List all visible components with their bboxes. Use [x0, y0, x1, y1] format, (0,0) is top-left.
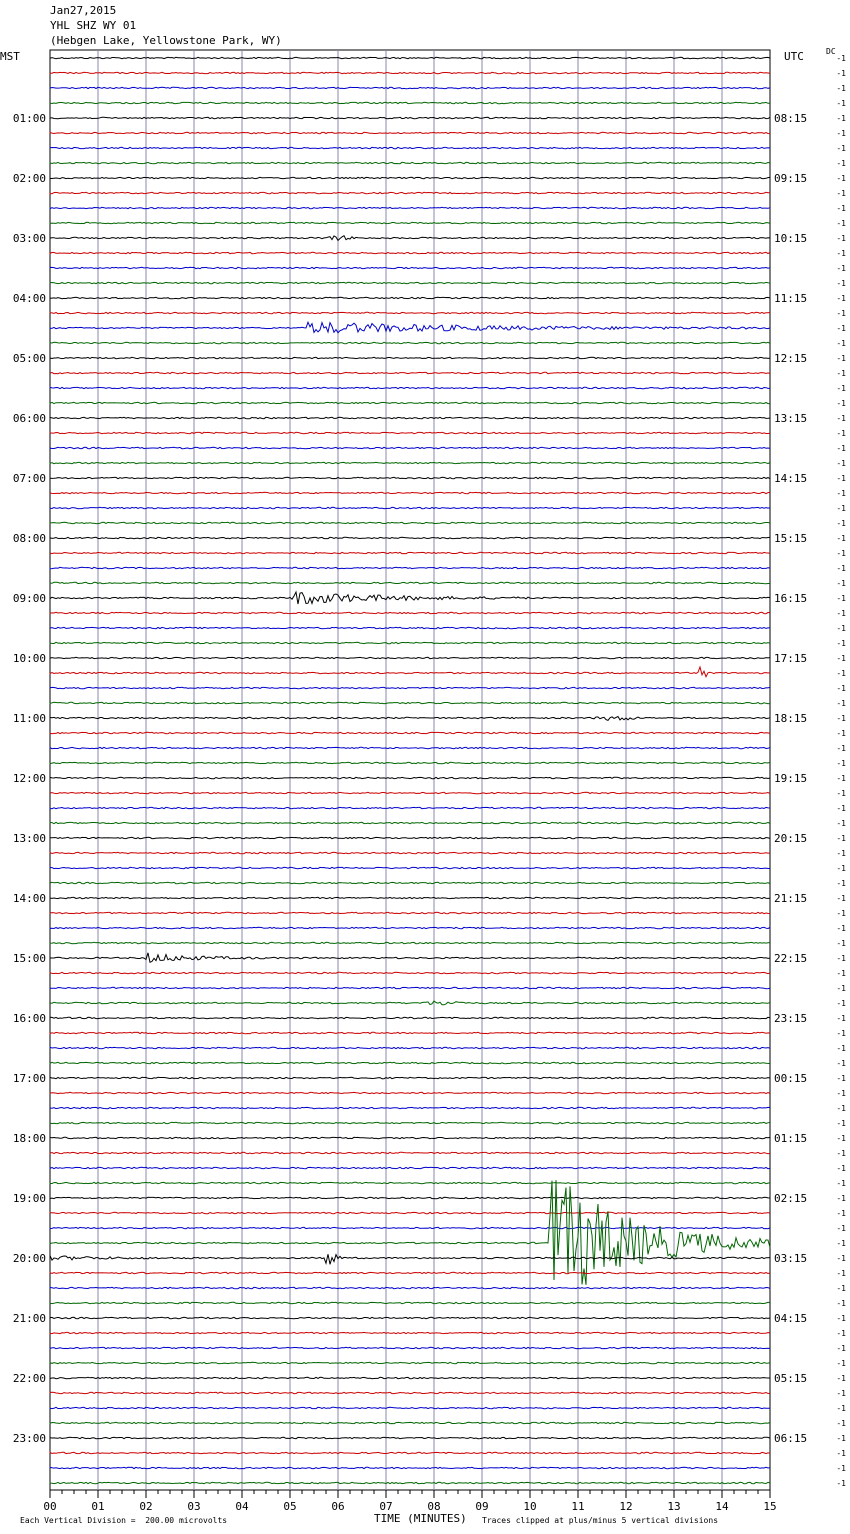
trace-value-label: -1 [836, 894, 846, 903]
right-hour-label: 21:15 [774, 892, 808, 905]
trace-value-label: -1 [836, 1179, 846, 1188]
trace-value-label: -1 [836, 819, 846, 828]
trace-row [50, 462, 770, 463]
trace-row [50, 72, 770, 73]
trace-row [50, 927, 770, 928]
trace-row [50, 417, 770, 418]
trace-value-label: -1 [836, 579, 846, 588]
x-tick-label: 07 [379, 1500, 393, 1513]
trace-row [50, 792, 770, 793]
trace-value-label: -1 [836, 534, 846, 543]
trace-row [50, 1197, 770, 1198]
trace-value-label: -1 [836, 1389, 846, 1398]
trace-value-label: -1 [836, 864, 846, 873]
trace-value-label: -1 [836, 1044, 846, 1053]
x-tick-label: 00 [43, 1500, 57, 1513]
trace-value-label: -1 [836, 1419, 846, 1428]
right-hour-label: 02:15 [774, 1192, 808, 1205]
x-axis-title: TIME (MINUTES) [374, 1512, 467, 1525]
trace-row [50, 1077, 770, 1078]
left-hour-label: 21:00 [12, 1312, 46, 1325]
x-tick-label: 04 [235, 1500, 249, 1513]
trace-row [50, 1482, 770, 1483]
left-hour-label: 16:00 [12, 1012, 46, 1025]
trace-row [50, 642, 770, 643]
trace-value-label: -1 [836, 729, 846, 738]
trace-row [50, 1137, 770, 1138]
trace-row [50, 1407, 770, 1408]
trace-row [50, 537, 770, 538]
trace-value-label: -1 [836, 219, 846, 228]
right-timezone-label: UTC [784, 50, 804, 63]
trace-row [50, 1017, 770, 1018]
trace-row [50, 492, 770, 493]
right-hour-label: 19:15 [774, 772, 808, 785]
trace-row [50, 222, 770, 223]
trace-value-label: -1 [836, 519, 846, 528]
right-hour-label: 09:15 [774, 172, 808, 185]
right-hour-label: 04:15 [774, 1312, 808, 1325]
trace-row [50, 1467, 770, 1468]
trace-row [50, 1212, 770, 1213]
trace-row [50, 667, 770, 677]
recording-date: Jan27,2015 [50, 4, 117, 17]
trace-row [50, 147, 770, 148]
trace-row [50, 897, 770, 898]
right-hour-label: 10:15 [774, 232, 808, 245]
right-hour-label: 06:15 [774, 1432, 808, 1445]
trace-row [50, 747, 770, 748]
trace-row [50, 762, 770, 763]
trace-value-label: -1 [836, 399, 846, 408]
trace-value-label: -1 [836, 624, 846, 633]
trace-row [50, 177, 770, 178]
trace-row [50, 582, 770, 583]
trace-row [50, 357, 770, 358]
trace-row [50, 567, 770, 568]
scale-note: Each Vertical Division = 200.00 microvolts [20, 1516, 228, 1525]
right-hour-label: 17:15 [774, 652, 808, 665]
trace-row [50, 267, 770, 268]
trace-value-label: -1 [836, 144, 846, 153]
trace-row [50, 342, 770, 343]
trace-value-label: -1 [836, 324, 846, 333]
trace-row [50, 477, 770, 478]
trace-row [50, 1254, 770, 1264]
trace-row [50, 657, 770, 658]
trace-row [50, 57, 770, 58]
trace-value-label: -1 [836, 234, 846, 243]
right-hour-label: 05:15 [774, 1372, 808, 1385]
trace-value-label: -1 [836, 1089, 846, 1098]
trace-value-label: -1 [836, 1314, 846, 1323]
trace-value-label: -1 [836, 1104, 846, 1113]
trace-row [50, 117, 770, 118]
right-hour-label: 08:15 [774, 112, 808, 125]
trace-row [50, 312, 770, 313]
trace-value-label: -1 [836, 1269, 846, 1278]
trace-value-label: -1 [836, 804, 846, 813]
trace-value-label: -1 [836, 384, 846, 393]
trace-row [50, 1182, 770, 1183]
trace-value-label: -1 [836, 1329, 846, 1338]
trace-row [50, 882, 770, 883]
trace-row [50, 1452, 770, 1453]
trace-value-label: -1 [836, 459, 846, 468]
trace-value-label: -1 [836, 609, 846, 618]
trace-value-label: -1 [836, 939, 846, 948]
trace-row [50, 1167, 770, 1168]
trace-value-label: -1 [836, 564, 846, 573]
dc-label: DC [826, 47, 836, 56]
x-tick-label: 09 [475, 1500, 489, 1513]
left-hour-label: 23:00 [12, 1432, 46, 1445]
trace-value-label: -1 [836, 429, 846, 438]
trace-row [50, 972, 770, 973]
trace-row [50, 837, 770, 838]
trace-row [50, 236, 770, 241]
left-hour-label: 06:00 [12, 412, 46, 425]
trace-row [50, 1362, 770, 1363]
trace-value-label: -1 [836, 1359, 846, 1368]
right-hour-label: 18:15 [774, 712, 808, 725]
trace-value-label: -1 [836, 1029, 846, 1038]
trace-row [50, 322, 770, 333]
trace-value-label: -1 [836, 594, 846, 603]
trace-value-label: -1 [836, 909, 846, 918]
trace-row [50, 953, 770, 963]
left-hour-label: 11:00 [12, 712, 46, 725]
trace-row [50, 1062, 770, 1063]
right-hour-label: 23:15 [774, 1012, 808, 1025]
trace-value-label: -1 [836, 549, 846, 558]
trace-value-label: -1 [836, 54, 846, 63]
left-hour-label: 07:00 [12, 472, 46, 485]
x-tick-label: 12 [619, 1500, 633, 1513]
trace-row [50, 1180, 770, 1285]
trace-row [50, 507, 770, 508]
trace-row [50, 1332, 770, 1333]
left-hour-label: 15:00 [12, 952, 46, 965]
trace-value-label: -1 [836, 1254, 846, 1263]
left-hour-label: 03:00 [12, 232, 46, 245]
left-hour-label: 05:00 [12, 352, 46, 365]
trace-value-label: -1 [836, 204, 846, 213]
left-hour-label: 13:00 [12, 832, 46, 845]
trace-value-label: -1 [836, 114, 846, 123]
trace-value-label: -1 [836, 1284, 846, 1293]
left-timezone-label: MST [0, 50, 20, 63]
trace-row [50, 822, 770, 823]
trace-row [50, 87, 770, 88]
trace-value-label: -1 [836, 189, 846, 198]
trace-value-label: -1 [836, 1374, 846, 1383]
trace-value-label: -1 [836, 69, 846, 78]
trace-row [50, 1347, 770, 1348]
right-hour-label: 15:15 [774, 532, 808, 545]
x-tick-label: 13 [667, 1500, 681, 1513]
trace-value-label: -1 [836, 684, 846, 693]
trace-row [50, 702, 770, 703]
left-hour-label: 04:00 [12, 292, 46, 305]
x-tick-label: 10 [523, 1500, 537, 1513]
x-tick-label: 02 [139, 1500, 153, 1513]
trace-value-label: -1 [836, 1299, 846, 1308]
left-hour-label: 18:00 [12, 1132, 46, 1145]
trace-row [50, 282, 770, 283]
trace-value-label: -1 [836, 849, 846, 858]
trace-row [50, 552, 770, 553]
x-tick-label: 05 [283, 1500, 297, 1513]
trace-value-label: -1 [836, 639, 846, 648]
trace-row [50, 1302, 770, 1303]
right-hour-label: 14:15 [774, 472, 808, 485]
station-code: YHL SHZ WY 01 [50, 19, 137, 32]
trace-row [50, 1422, 770, 1423]
trace-row [50, 912, 770, 913]
trace-row [50, 1032, 770, 1033]
trace-value-label: -1 [836, 714, 846, 723]
trace-row [50, 252, 770, 253]
trace-value-label: -1 [836, 174, 846, 183]
right-hour-label: 03:15 [774, 1252, 808, 1265]
trace-value-label: -1 [836, 279, 846, 288]
trace-value-label: -1 [836, 1224, 846, 1233]
trace-value-label: -1 [836, 654, 846, 663]
trace-value-label: -1 [836, 699, 846, 708]
trace-row [50, 447, 770, 448]
trace-row [50, 1001, 770, 1005]
trace-value-label: -1 [836, 474, 846, 483]
trace-row [50, 1047, 770, 1048]
left-hour-label: 17:00 [12, 1072, 46, 1085]
trace-value-label: -1 [836, 1074, 846, 1083]
trace-value-label: -1 [836, 1449, 846, 1458]
trace-value-label: -1 [836, 249, 846, 258]
trace-value-label: -1 [836, 339, 846, 348]
trace-row [50, 297, 770, 298]
trace-value-label: -1 [836, 744, 846, 753]
x-tick-label: 03 [187, 1500, 201, 1513]
station-location: (Hebgen Lake, Yellowstone Park, WY) [50, 34, 282, 47]
trace-row [50, 132, 770, 133]
x-tick-label: 08 [427, 1500, 441, 1513]
right-hour-label: 13:15 [774, 412, 808, 425]
trace-value-label: -1 [836, 129, 846, 138]
trace-value-label: -1 [836, 1239, 846, 1248]
trace-row [50, 372, 770, 373]
right-hour-label: 12:15 [774, 352, 808, 365]
trace-value-label: -1 [836, 1149, 846, 1158]
right-hour-label: 01:15 [774, 1132, 808, 1145]
trace-row [50, 402, 770, 403]
left-hour-label: 20:00 [12, 1252, 46, 1265]
trace-value-label: -1 [836, 294, 846, 303]
trace-row [50, 807, 770, 808]
x-tick-label: 11 [571, 1500, 585, 1513]
left-hour-label: 08:00 [12, 532, 46, 545]
trace-row [50, 1107, 770, 1108]
trace-row [50, 1377, 770, 1378]
trace-row [50, 942, 770, 943]
trace-value-label: -1 [836, 489, 846, 498]
trace-value-label: -1 [836, 1479, 846, 1488]
trace-value-label: -1 [836, 504, 846, 513]
trace-row [50, 627, 770, 628]
left-hour-label: 10:00 [12, 652, 46, 665]
x-tick-label: 15 [763, 1500, 777, 1513]
trace-row [50, 1287, 770, 1288]
clip-note: Traces clipped at plus/minus 5 vertical divisions [482, 1516, 719, 1525]
trace-row [50, 162, 770, 163]
trace-value-label: -1 [836, 984, 846, 993]
trace-row [50, 1392, 770, 1393]
trace-value-label: -1 [836, 1059, 846, 1068]
trace-row [50, 1437, 770, 1438]
trace-value-label: -1 [836, 1464, 846, 1473]
trace-row [50, 1152, 770, 1153]
trace-value-label: -1 [836, 264, 846, 273]
right-hour-label: 00:15 [774, 1072, 808, 1085]
trace-row [50, 717, 770, 721]
trace-value-label: -1 [836, 669, 846, 678]
trace-value-label: -1 [836, 834, 846, 843]
trace-row [50, 777, 770, 778]
trace-value-label: -1 [836, 354, 846, 363]
trace-row [50, 207, 770, 208]
x-tick-label: 01 [91, 1500, 105, 1513]
trace-value-label: -1 [836, 99, 846, 108]
trace-row [50, 987, 770, 988]
right-hour-label: 11:15 [774, 292, 808, 305]
trace-row [50, 1317, 770, 1318]
trace-value-label: -1 [836, 1434, 846, 1443]
right-hour-label: 16:15 [774, 592, 808, 605]
left-hour-label: 02:00 [12, 172, 46, 185]
right-hour-label: 20:15 [774, 832, 808, 845]
trace-value-label: -1 [836, 999, 846, 1008]
trace-value-label: -1 [836, 1164, 846, 1173]
trace-value-label: -1 [836, 924, 846, 933]
trace-value-label: -1 [836, 159, 846, 168]
trace-row [50, 687, 770, 688]
trace-value-label: -1 [836, 1119, 846, 1128]
right-hour-label: 22:15 [774, 952, 808, 965]
left-hour-label: 12:00 [12, 772, 46, 785]
trace-row [50, 1227, 770, 1228]
trace-row [50, 387, 770, 388]
trace-value-label: -1 [836, 1344, 846, 1353]
left-hour-label: 22:00 [12, 1372, 46, 1385]
trace-value-label: -1 [836, 414, 846, 423]
trace-row [50, 1122, 770, 1123]
trace-value-label: -1 [836, 369, 846, 378]
x-tick-label: 06 [331, 1500, 345, 1513]
trace-row [50, 522, 770, 523]
trace-row [50, 192, 770, 193]
trace-row [50, 852, 770, 853]
trace-row [50, 1092, 770, 1093]
trace-value-label: -1 [836, 309, 846, 318]
trace-value-label: -1 [836, 1134, 846, 1143]
trace-row [50, 592, 770, 604]
trace-value-label: -1 [836, 954, 846, 963]
x-tick-label: 14 [715, 1500, 729, 1513]
trace-row [50, 867, 770, 868]
trace-value-label: -1 [836, 759, 846, 768]
trace-row [50, 1272, 770, 1273]
trace-value-label: -1 [836, 1404, 846, 1413]
trace-value-label: -1 [836, 84, 846, 93]
trace-value-label: -1 [836, 1194, 846, 1203]
trace-value-label: -1 [836, 969, 846, 978]
trace-value-label: -1 [836, 444, 846, 453]
trace-value-label: -1 [836, 789, 846, 798]
trace-value-label: -1 [836, 1209, 846, 1218]
left-hour-label: 01:00 [12, 112, 46, 125]
left-hour-label: 09:00 [12, 592, 46, 605]
left-hour-label: 14:00 [12, 892, 46, 905]
trace-row [50, 432, 770, 433]
trace-row [50, 732, 770, 733]
left-hour-label: 19:00 [12, 1192, 46, 1205]
trace-value-label: -1 [836, 1014, 846, 1023]
trace-value-label: -1 [836, 879, 846, 888]
trace-value-label: -1 [836, 774, 846, 783]
trace-row [50, 612, 770, 613]
trace-row [50, 102, 770, 103]
